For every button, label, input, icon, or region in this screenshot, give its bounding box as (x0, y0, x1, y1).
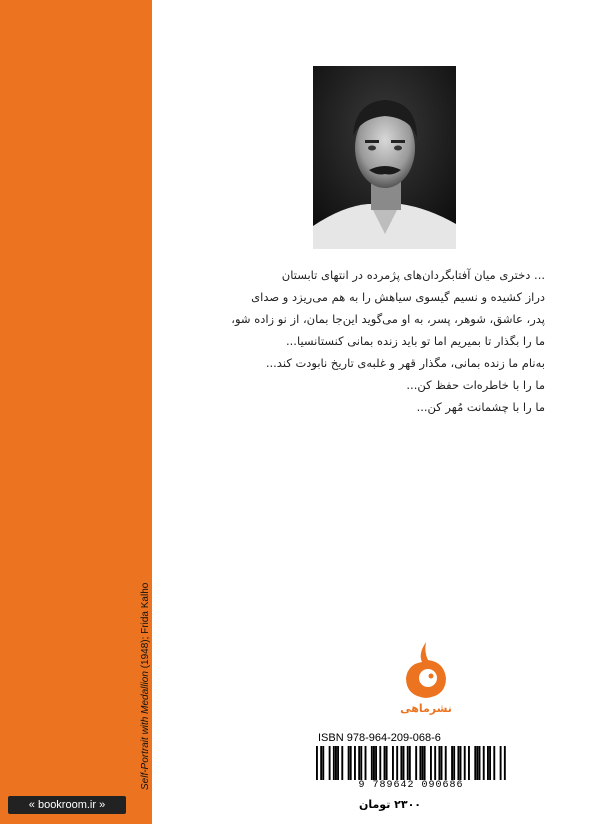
credit-rest: (1948); Frida Kalho (140, 582, 151, 672)
barcode-bar (379, 746, 381, 780)
barcode-bar (457, 746, 459, 780)
blurb-line: به‌نام ما زنده بمانی، مگذار قهر و غلبه‌ی تاریخ نابودت کند... (265, 356, 545, 370)
barcode-bar (358, 746, 360, 780)
barcode-bar (474, 746, 476, 780)
barcode-bar (341, 746, 343, 780)
barcode-bar (407, 746, 409, 780)
barcode-bar (333, 746, 335, 780)
barcode-bar (360, 746, 362, 780)
blurb-line: ما را بگذار تا بمیریم اما تو باید زنده بمانی کنستانسیا... (285, 334, 545, 348)
barcode-bar (476, 746, 478, 780)
watermark-badge: « bookroom.ir » (8, 796, 126, 814)
barcode-bar (504, 746, 506, 780)
barcode-bar (493, 746, 495, 780)
barcode-bar (419, 746, 421, 780)
barcode-bar (453, 746, 455, 780)
barcode-bar (434, 746, 436, 780)
isbn-label: ISBN 978-964-209-068-6 (318, 732, 441, 744)
barcode-bar (320, 746, 322, 780)
barcode-bar (365, 746, 367, 780)
blurb-line: دراز کشیده و نسیم گیسوی سیاهش را به هم می‌ریزد و صدای (251, 290, 545, 304)
author-photo (313, 66, 456, 249)
cover-spine (0, 0, 152, 824)
publisher-name: نشرماهی (400, 702, 452, 715)
barcode-bar (430, 746, 432, 780)
photo-credit (140, 583, 151, 790)
barcode-bar (371, 746, 373, 780)
barcode-bar (322, 746, 324, 780)
barcode-bar (337, 746, 339, 780)
barcode-bar (316, 746, 318, 780)
barcode-bar (445, 746, 447, 780)
barcode-bar (460, 746, 462, 780)
barcode-bar (451, 746, 453, 780)
barcode-bar (392, 746, 394, 780)
barcode-bar (500, 746, 502, 780)
blurb-line: ما را با خاطره‌ات حفظ کن... (406, 378, 545, 392)
barcode-bar (422, 746, 424, 780)
barcode-bar (335, 746, 337, 780)
barcode-bar (329, 746, 331, 780)
barcode-bar (396, 746, 398, 780)
blurb-line: پدر، عاشق، شوهر، پسر، به او می‌گوید این‌جا بمان، از نو زاده شو، (231, 312, 545, 326)
barcode-bar (373, 746, 375, 780)
barcode-bar (400, 746, 402, 780)
barcode-bar (375, 746, 377, 780)
blurb-line: ... دختری میان آفتابگردان‌های پژمرده در انتهای تابستان (281, 268, 545, 282)
barcode-digits: 9 789642 090686 (316, 780, 506, 791)
barcode-bar (384, 746, 386, 780)
credit-title: Self-Portrait with Medallion (140, 671, 151, 790)
barcode-bar (415, 746, 417, 780)
barcode-bar (468, 746, 470, 780)
barcode-bar (479, 746, 481, 780)
barcode-bar (489, 746, 491, 780)
price-label: ۲۳۰۰ تومان (358, 798, 422, 811)
barcode-bar (483, 746, 485, 780)
barcode-bar (424, 746, 426, 780)
barcode-bar (441, 746, 443, 780)
barcode-bar (487, 746, 489, 780)
barcode-bar (464, 746, 466, 780)
barcode-bar (386, 746, 388, 780)
barcode-bar (438, 746, 440, 780)
blurb-line: ما را با چشمانت مُهر کن... (416, 400, 545, 414)
barcode-bar (348, 746, 350, 780)
barcode-bar (409, 746, 411, 780)
back-cover-blurb (205, 264, 545, 418)
barcode-bar (354, 746, 356, 780)
barcode-bar (350, 746, 352, 780)
barcode-bar (403, 746, 405, 780)
